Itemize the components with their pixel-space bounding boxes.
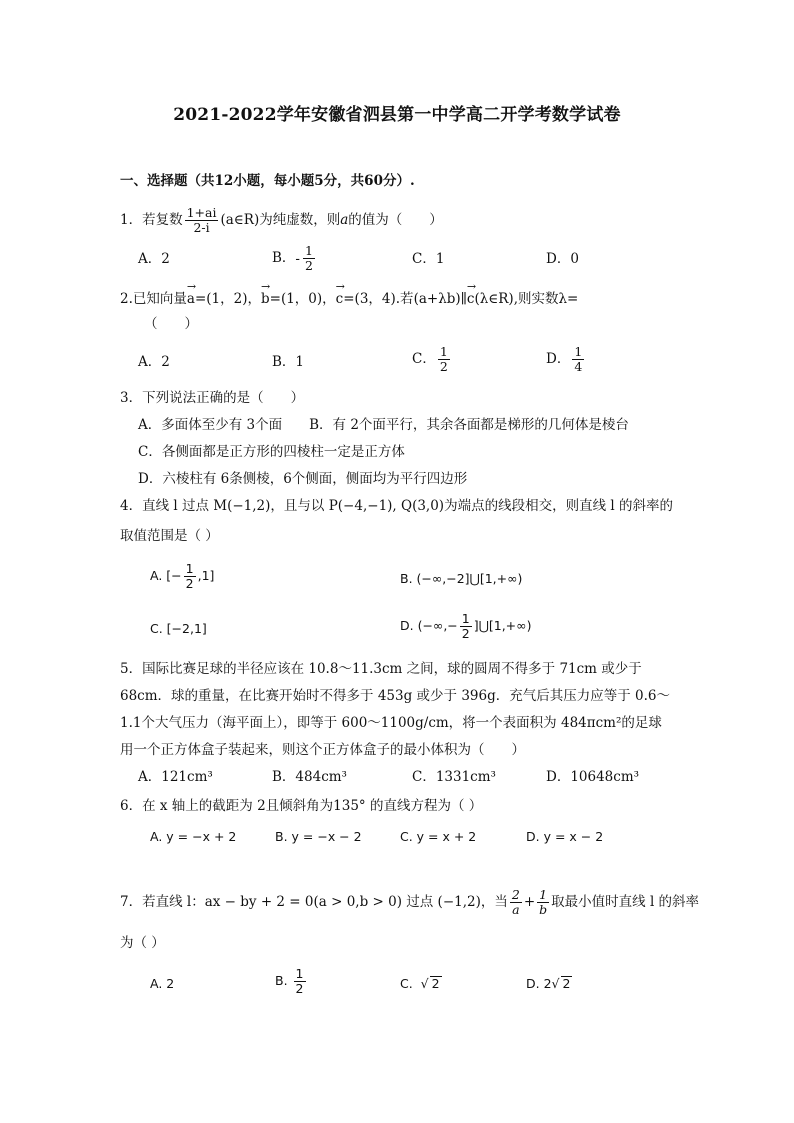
q7-frac1-den: a: [512, 902, 520, 917]
q7-frac2-num: 1: [537, 888, 549, 903]
q2-option-d-label: D．: [546, 351, 571, 367]
q4-option-a-num: 1: [185, 561, 194, 576]
q2-option-d: [546, 345, 586, 374]
q2-text-end: (λ∈R),则实数λ=: [474, 291, 579, 307]
q2-option-d-num: 1: [574, 344, 583, 359]
vector-a: → a: [187, 287, 195, 308]
q5-option-c: C．1331cm³: [412, 769, 496, 785]
q1-variable: a: [340, 212, 349, 228]
q7-frac1-num: 2: [511, 887, 520, 902]
q2-option-d-fraction: [572, 345, 584, 374]
q7-option-c-radicand: 2: [431, 976, 440, 991]
question-4-stem: 4．直线 l 过点 M(−1,2)，且与以 P(−4,−1), Q(3,0)为端点的线段相交，则直线 l 的斜率的: [120, 498, 673, 514]
q1-option-b: [272, 244, 317, 273]
q7-option-d: D. 2√ 2: [526, 976, 571, 991]
q2-text-a: =(1，2)，: [194, 291, 261, 307]
q7-option-d-radicand: 2: [562, 976, 571, 991]
q4-option-a: [150, 562, 214, 591]
q4-option-c: C. [−2,1]: [150, 621, 207, 636]
q1-suffix: (a∈R)为纯虚数，则: [220, 212, 341, 228]
question-5-line-4: 用一个正方体盒子装起来，则这个正方体盒子的最小体积为（ ）: [120, 742, 525, 758]
q6-option-d: D. y = x − 2: [526, 829, 604, 844]
q1-option-a: A．2: [138, 251, 170, 267]
question-6-stem: 6．在 x 轴上的截距为 2且倾斜角为135° 的直线方程为（ ）: [120, 798, 483, 814]
q2-text-c: =(3，4).若: [343, 291, 414, 307]
q6-option-a: A. y = −x + 2: [150, 829, 237, 844]
question-3-stem: 3．下列说法正确的是（ ）: [120, 390, 305, 406]
q4-option-d-num: 1: [461, 611, 470, 626]
q3-option-c: C．各侧面都是正方形的四棱柱一定是正方体: [138, 444, 405, 460]
q2-text-1: 2.已知向量: [120, 291, 187, 307]
q1-suffix-2: 的值为（ ）: [348, 212, 443, 228]
q7-option-b-label: B.: [275, 973, 288, 988]
q4-option-b: B. (−∞,−2]⋃[1,+∞): [400, 571, 523, 586]
q1-option-b-num: 1: [304, 243, 313, 258]
question-7-stem: [120, 888, 699, 917]
q4-option-d-pre: D. (−∞,−: [400, 618, 458, 633]
vector-c-2: → c: [467, 287, 475, 308]
q1-option-b-fraction: [303, 244, 315, 273]
q2-option-c-label: C．: [412, 351, 436, 367]
q1-fraction: [185, 206, 219, 235]
q7-option-b-num: 1: [295, 966, 304, 981]
q1-prefix: 1．若复数: [120, 212, 183, 228]
q2-answer-bracket: （ ）: [144, 316, 198, 332]
q2-option-b: B．1: [272, 354, 305, 370]
q4-option-a-fraction: [184, 562, 196, 591]
q5-option-d: D．10648cm³: [546, 769, 640, 785]
q2-option-a: A．2: [138, 354, 170, 370]
q7-option-b: [275, 967, 308, 996]
q6-option-c: C. y = x + 2: [400, 829, 477, 844]
question-5-line-1: 5．国际比赛足球的半径应该在 10.8～11.3cm 之间，球的圆周不得多于 71cm 或少于: [120, 661, 642, 677]
q7-option-a: A. 2: [150, 976, 175, 991]
q7-option-d-label: D. 2: [526, 976, 552, 991]
q7-fraction-1: [510, 888, 522, 917]
exam-title: 2021-2022学年安徽省泗县第一中学高二开学考数学试卷: [173, 105, 621, 125]
q1-option-b-label: B．: [272, 250, 296, 266]
q1-frac-numerator: 1+ai: [186, 205, 217, 220]
q2-option-c-fraction: [438, 345, 450, 374]
q1-frac-denominator: 2-i: [193, 220, 210, 235]
section-heading: 一、选择题（共12小题，每小题5分，共60分）.: [120, 173, 415, 189]
q7-fraction-2: [537, 888, 549, 917]
q7-prefix: 7．若直线 l：ax − by + 2 = 0(a > 0,b > 0) 过点 (−1,2)，当: [120, 894, 508, 910]
q7-option-b-fraction: [294, 967, 306, 996]
q4-option-a-den: 2: [185, 576, 194, 591]
q6-option-b: B. y = −x − 2: [275, 829, 362, 844]
q1-option-c: C．1: [412, 251, 445, 267]
q4-option-d-post: ]⋃[1,+∞): [473, 618, 532, 633]
q3-options-a-b: A．多面体至少有 3个面 B．有 2个面平行，其余各面都是梯形的几何体是棱台: [138, 417, 629, 433]
q2-option-d-den: 4: [574, 359, 583, 374]
q4-option-a-pre: A. [−: [150, 568, 182, 583]
question-5-line-3: 1.1个大气压力（海平面上），即等于 600～1100g/cm，将一个表面积为 484πcm²的足球: [120, 715, 662, 731]
q7-option-c-label: C.: [400, 976, 413, 991]
q4-option-d-den: 2: [461, 626, 470, 641]
q2-expression: (a+λb)∥: [413, 291, 467, 307]
q7-plus: +: [523, 894, 536, 910]
question-4-stem-2: 取值范围是（ ）: [120, 528, 219, 544]
q1-option-b-sign: -: [295, 250, 300, 267]
q2-option-c-den: 2: [439, 359, 448, 374]
question-5-line-2: 68cm．球的重量，在比赛开始时不得多于 453g 或少于 396g．充气后其压力应等于 0.6～: [120, 688, 670, 704]
q1-option-d: D．0: [546, 251, 579, 267]
q2-option-c: [412, 345, 452, 374]
q1-option-b-den: 2: [304, 258, 313, 273]
q5-option-a: A．121cm³: [138, 769, 213, 785]
q4-option-d-fraction: [460, 612, 472, 641]
question-7-stem-2: 为（ ）: [120, 935, 165, 951]
q7-suffix: 取最小值时直线 l 的斜率: [551, 894, 700, 910]
vector-b: → b: [261, 287, 270, 308]
q4-option-a-post: ,1]: [197, 568, 215, 583]
q2-option-c-num: 1: [439, 344, 448, 359]
q2-text-b: =(1，0)，: [269, 291, 336, 307]
vector-c: → c: [336, 287, 344, 308]
q7-option-b-den: 2: [295, 981, 304, 996]
q4-option-d: [400, 612, 531, 641]
question-1-stem: [120, 206, 443, 235]
question-2-stem: [120, 287, 578, 308]
q3-option-d: D．六棱柱有 6条侧棱，6个侧面，侧面均为平行四边形: [138, 471, 468, 487]
q7-frac2-den: b: [539, 902, 548, 917]
q7-option-c: C. √ 2: [400, 976, 440, 991]
q5-option-b: B．484cm³: [272, 769, 347, 785]
